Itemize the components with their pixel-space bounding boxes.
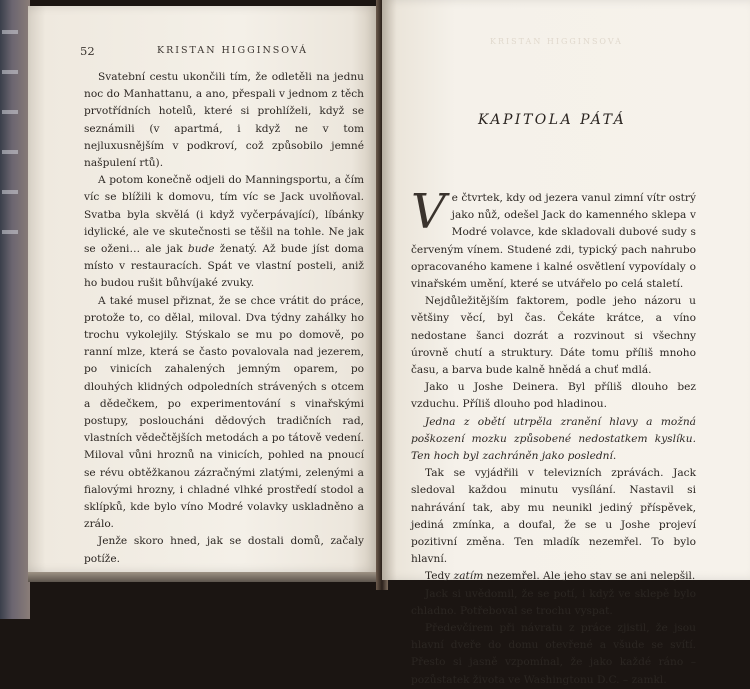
running-head-author: KRISTAN HIGGINSOVÁ bbox=[157, 45, 309, 56]
emphasis: zatím bbox=[453, 570, 484, 583]
page-number: 52 bbox=[80, 44, 95, 58]
background-desk bbox=[0, 0, 30, 619]
paragraph: Svatební cestu ukončili tím, že odletěli na jednu noc do Manhattanu, a ano, přespali v jednom z těch prvotřídních hotelů, které si prohlíželi, když se seznámili (v apartmá, i když ne v tom nejluxusnějším v podkroví, což způsobilo jemné našpulení rtů). bbox=[84, 71, 364, 170]
paragraph: Jenže skoro hned, jak se dostali domů, začaly potíže. bbox=[84, 535, 364, 565]
paragraph: Jack si uvědomil, že se potí, i když ve sklepě bylo chladno. Potřeboval se trochu vyspat. bbox=[411, 587, 696, 617]
right-page-body bbox=[411, 184, 696, 689]
emphasis: bude bbox=[187, 243, 215, 256]
left-page-body bbox=[84, 69, 364, 568]
chapter-title: KAPITOLA PÁTÁ bbox=[478, 112, 627, 128]
paragraph: A potom konečně odjeli do Manningsportu, a čím víc se blížili k domovu, tím víc se Jack uvolňoval. Svatba byla skvělá (i když vyčerpávající), líbánky idylické, ale ve skutečnosti se těšil na tohle. Ne jak se oženi… ale jak bude ženatý. Až bude jíst doma místo v restauracích. Spát ve vlastní posteli, aniž ho budou rušit bůhvíjaké zvuky. bbox=[84, 174, 364, 290]
opening-paragraph: Ve čtvrtek, kdy od jezera vanul zimní vítr ostrý jako nůž, odešel Jack do kamenného sklepa v Modré volavce, kde skladovali dubové sudy s červeným vínem. Studené zdi, typický pach nahrubo opracovaného kamene i kalné osvětlení vypovídaly o vinařském umění, které se utvářelo po celá staletí. bbox=[411, 184, 696, 291]
paragraph: Jako u Joshe Deinera. Byl příliš dlouho bez vzduchu. Příliš dlouho pod hladinou. bbox=[411, 381, 696, 411]
paragraph: Předevčírem při návratu z práce zjistil, že jsou hlavní dveře do domu otevřené a všude se svítí. Přesto si jasně vzpomínal, že jako každé ráno – pozůstatek života ve Washingtonu D.C. – zamkl. bbox=[411, 622, 696, 686]
page-edge bbox=[28, 572, 380, 582]
drop-cap: V bbox=[411, 184, 446, 240]
bleed-through-header: KRISTAN HIGGINSOVÁ bbox=[490, 37, 623, 46]
paragraph: A také musel přiznat, že se chce vrátit do práce, protože to, co dělal, miloval. Dva týdny zahálky ho trochu vykolejily. Stýskalo se mu po domově, po ranní mlze, která se často povalovala nad jezerem, po vinicích zahalených jemným oparem, po dlouhých klidných odpoledních strávených s otcem a dědečkem, po experimentování s vinařskými postupy, posloucháni dědových tradičních rad, vlastních vědečtějších metodách a po tátově vedení. Miloval vůni hroznů na vinicích, pohled na pnoucí se révu obtěžkanou zázračnými zlatými, zelenými a fialovými hrozny, i chladné vlhké prostředí stodol a sklípků, kde bylo víno Modré volavky uskladněno a zrálo. bbox=[84, 294, 364, 531]
paragraph: Tedy zatím nezemřel. Ale jeho stav se ani nelepšil. bbox=[425, 570, 696, 583]
paragraph: Nejdůležitějším faktorem, podle jeho názoru u většiny věcí, byl čas. Čekáte krátce, a víno nedostane šanci dozrát a rozvinout si všechny úrovně chutí a struktury. Dáte tomu příliš mnoho času, a barva bude kalně hnědá a chuť mdlá. bbox=[411, 295, 696, 377]
italic-paragraph: Jedna z obětí utrpěla zranění hlavy a možná poškození mozku způsobené nedostatkem kyslíku. Ten hoch byl zachráněn jako poslední. bbox=[411, 415, 696, 463]
paragraph: Tak se vyjádřili v televizních zprávách. Jack sledoval každou minutu vysílání. Nastavil si nahrávání tak, aby mu neunikl jediný příspěvek, jediná zmínka, a doufal, že se u Joshe projeví pozitivní změna. Ten mladík nezemřel. To bylo hlavní. bbox=[411, 467, 696, 566]
